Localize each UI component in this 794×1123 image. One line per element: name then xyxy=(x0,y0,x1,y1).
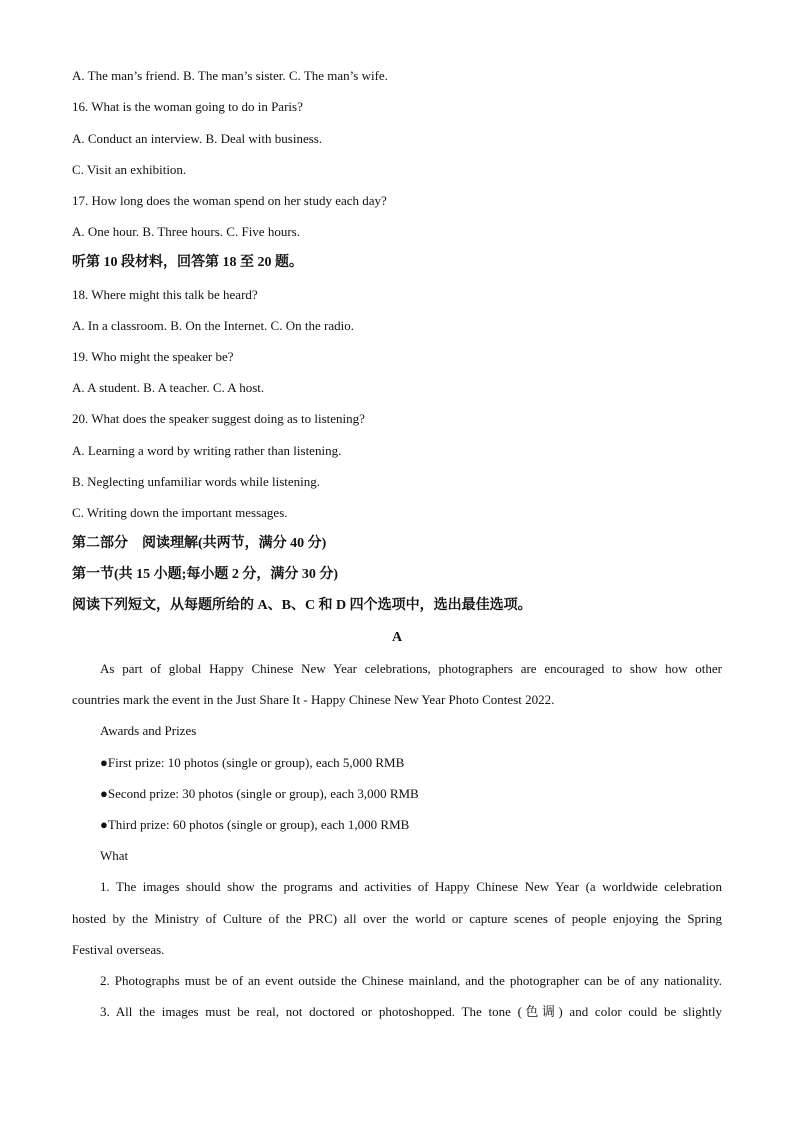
q17-options: A. One hour. B. Three hours. C. Five hours. xyxy=(72,224,300,239)
q18-question: 18. Where might this talk be heard? xyxy=(72,287,258,302)
prize-third: ●Third prize: 60 photos (single or group), each 1,000 RMB xyxy=(100,817,410,832)
section-heading: 第一节(共 15 小题;每小题 2 分，满分 30 分) xyxy=(72,567,338,582)
rule3-line1: 3. All the images must be real, not doctored or photoshopped. The tone (色调) and color could be slightly xyxy=(100,1004,722,1019)
q20-option-c: C. Writing down the important messages. xyxy=(72,505,288,520)
rule1-line3: Festival overseas. xyxy=(72,942,165,957)
q19-question: 19. Who might the speaker be? xyxy=(72,349,234,364)
rule1-line2: hosted by the Ministry of Culture of the PRC) all over the world or capture scenes of people enjoying the Spring xyxy=(72,911,722,926)
rule1-line1: 1. The images should show the programs and activities of Happy Chinese New Year (a worldwide celebration xyxy=(100,879,722,894)
part-heading: 第二部分 阅读理解(共两节，满分 40 分) xyxy=(72,536,327,551)
what-heading: What xyxy=(100,848,129,863)
awards-heading: Awards and Prizes xyxy=(100,723,197,738)
passage-label: A xyxy=(391,630,403,645)
q20-option-b: B. Neglecting unfamiliar words while listening. xyxy=(72,474,321,489)
q16-question: 16. What is the woman going to do in Paris? xyxy=(72,99,303,114)
rule2: 2. Photographs must be of an event outside the Chinese mainland, and the photographer can be of any nationality. xyxy=(100,973,722,988)
q16-option-c: C. Visit an exhibition. xyxy=(72,162,187,177)
passage-intro-line1: As part of global Happy Chinese New Year celebrations, photographers are encouraged to show how other xyxy=(100,661,722,676)
prize-second: ●Second prize: 30 photos (single or group), each 3,000 RMB xyxy=(100,786,419,801)
q17-question: 17. How long does the woman spend on her study each day? xyxy=(72,193,387,208)
q19-options: A. A student. B. A teacher. C. A host. xyxy=(72,380,265,395)
q16-options-ab: A. Conduct an interview. B. Deal with business. xyxy=(72,131,323,146)
q20-option-a: A. Learning a word by writing rather than listening. xyxy=(72,443,342,458)
instructions: 阅读下列短文，从每题所给的 A、B、C 和 D 四个选项中，选出最佳选项。 xyxy=(72,598,532,613)
q15-options: A. The man’s friend. B. The man’s sister. C. The man’s wife. xyxy=(72,68,388,83)
prize-first: ●First prize: 10 photos (single or group), each 5,000 RMB xyxy=(100,755,405,770)
q18-options: A. In a classroom. B. On the Internet. C. On the radio. xyxy=(72,318,354,333)
q20-question: 20. What does the speaker suggest doing as to listening? xyxy=(72,411,365,426)
section10-heading: 听第 10 段材料，回答第 18 至 20 题。 xyxy=(72,255,303,270)
passage-intro-line2: countries mark the event in the Just Share It - Happy Chinese New Year Photo Contest 2022. xyxy=(72,692,555,707)
